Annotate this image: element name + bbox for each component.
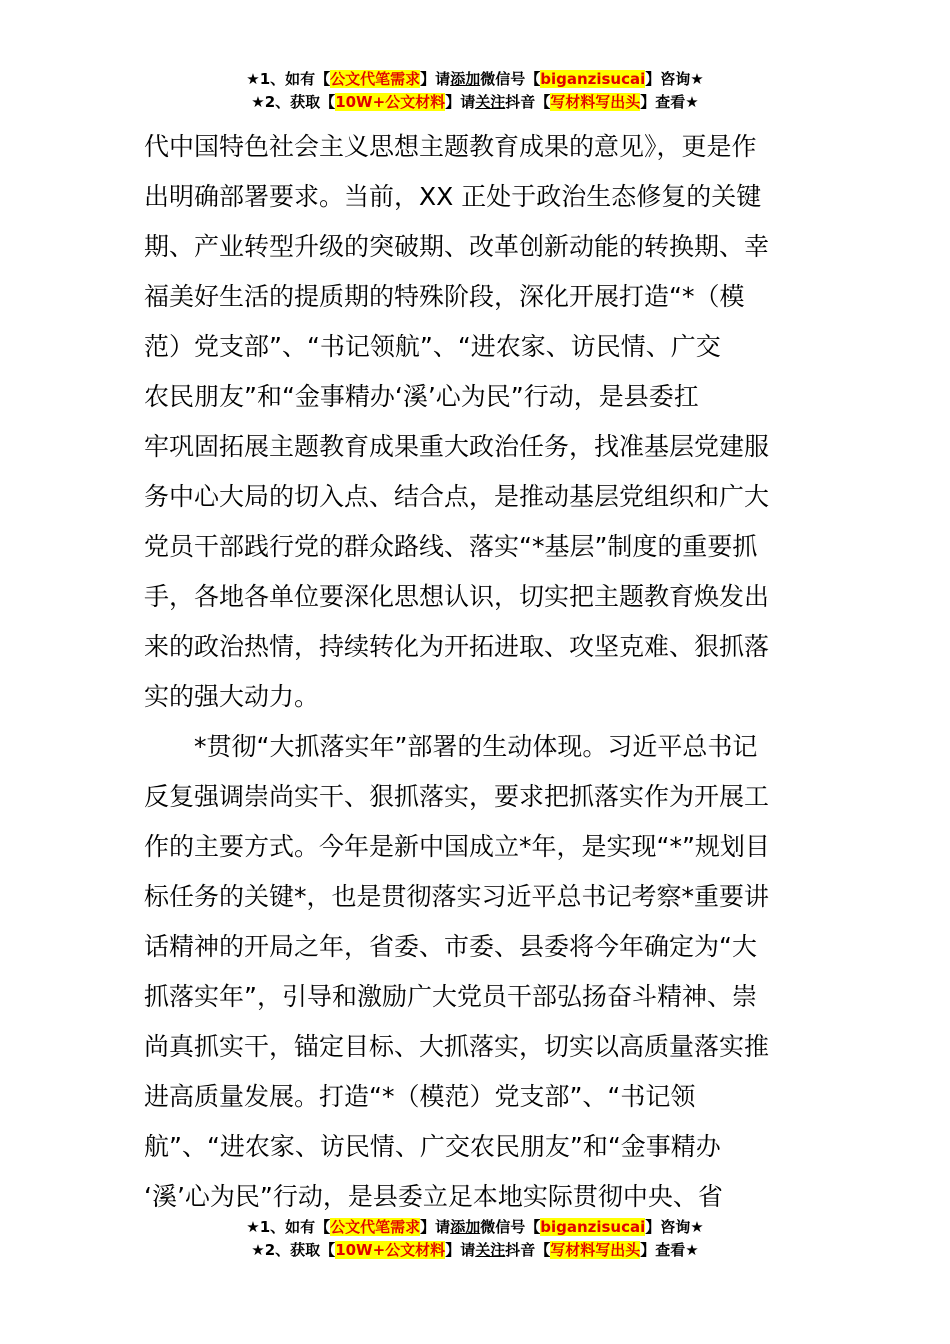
banner-line-2 — [0, 91, 950, 114]
highlight-service: 公文代笔需求 — [330, 70, 421, 88]
text-line: 标任务的关键*，也是贯彻落实习近平总书记考察*重要讲 — [144, 882, 770, 911]
highlight-wechat-id: biganzisucai — [540, 70, 646, 88]
banner-emphasis: 关注 — [475, 93, 506, 111]
banner-text: 】请 — [445, 93, 476, 111]
header-banner — [0, 68, 950, 114]
banner-text: 】请 — [420, 1218, 451, 1236]
banner-emphasis: 添加 — [450, 1218, 481, 1236]
banner-text: 】查看★ — [640, 93, 699, 111]
text-line: 范）党支部”、“书记领航”、“进农家、访民情、广交 — [144, 332, 721, 361]
banner-text: 微信号【 — [480, 1218, 541, 1236]
text-line: 来的政治热情，持续转化为开拓进取、攻坚克难、狠抓落 — [144, 632, 770, 661]
banner-text: ★2、获取【 — [251, 93, 336, 111]
banner-text: 】请 — [420, 70, 451, 88]
banner-text: 】咨询★ — [645, 70, 704, 88]
text-line: 作的主要方式。今年是新中国成立*年，是实现“*”规划目 — [144, 832, 770, 861]
text-line: 进高质量发展。打造“*（模范）党支部”、“书记领 — [144, 1082, 696, 1111]
banner-line-1 — [0, 1216, 950, 1239]
banner-line-2 — [0, 1239, 950, 1262]
text-line: ‘溪’心为民”行动，是县委立足本地实际贯彻中央、省 — [144, 1182, 723, 1211]
banner-line-1 — [0, 68, 950, 91]
text-line: 出明确部署要求。当前，XX 正处于政治生态修复的关键 — [144, 182, 762, 211]
banner-text: ★1、如有【 — [246, 70, 331, 88]
banner-emphasis: 关注 — [475, 1241, 506, 1259]
text-line: 党员干部践行党的群众路线、落实“*基层”制度的重要抓 — [144, 532, 758, 561]
banner-text: 】查看★ — [640, 1241, 699, 1259]
highlight-wechat-id: biganzisucai — [540, 1218, 646, 1236]
paragraph-start-line: *贯彻“大抓落实年”部署的生动体现。习近平总书记 — [194, 732, 758, 761]
text-line: 手，各地各单位要深化思想认识，切实把主题教育焕发出 — [144, 582, 770, 611]
text-line: 尚真抓实干，锚定目标、大抓落实，切实以高质量落实推 — [144, 1032, 770, 1061]
text-line: 航”、“进农家、访民情、广交农民朋友”和“金事精办 — [144, 1132, 721, 1161]
highlight-douyin-id: 写材料写出头 — [550, 1241, 641, 1259]
text-line: 代中国特色社会主义思想主题教育成果的意见》，更是作 — [144, 132, 757, 161]
banner-text: 抖音【 — [505, 1241, 551, 1259]
highlight-service: 公文代笔需求 — [330, 1218, 421, 1236]
banner-text: ★2、获取【 — [251, 1241, 336, 1259]
banner-emphasis: 添加 — [450, 70, 481, 88]
text-line: 反复强调崇尚实干、狠抓落实，要求把抓落实作为开展工 — [144, 782, 770, 811]
banner-text: 抖音【 — [505, 93, 551, 111]
text-line: 抓落实年”，引导和激励广大党员干部弘扬奋斗精神、崇 — [144, 982, 757, 1011]
banner-text: 】请 — [445, 1241, 476, 1259]
highlight-douyin-id: 写材料写出头 — [550, 93, 641, 111]
text-line: 农民朋友”和“金事精办‘溪’心为民”行动，是县委扛 — [144, 382, 699, 411]
text-line: 牢巩固拓展主题教育成果重大政治任务，找准基层党建服 — [144, 432, 770, 461]
banner-text: ★1、如有【 — [246, 1218, 331, 1236]
text-line: 期、产业转型升级的突破期、改革创新动能的转换期、幸 — [144, 232, 770, 261]
text-line: 福美好生活的提质期的特殊阶段，深化开展打造“*（模 — [144, 282, 745, 311]
text-line: 话精神的开局之年，省委、市委、县委将今年确定为“大 — [144, 932, 757, 961]
highlight-materials: 10W+公文材料 — [335, 93, 446, 111]
highlight-materials: 10W+公文材料 — [335, 1241, 446, 1259]
text-line: 实的强大动力。 — [144, 682, 320, 711]
document-body — [144, 122, 824, 1222]
banner-text: 】咨询★ — [645, 1218, 704, 1236]
text-line: 务中心大局的切入点、结合点，是推动基层党组织和广大 — [144, 482, 770, 511]
banner-text: 微信号【 — [480, 70, 541, 88]
footer-banner — [0, 1216, 950, 1262]
